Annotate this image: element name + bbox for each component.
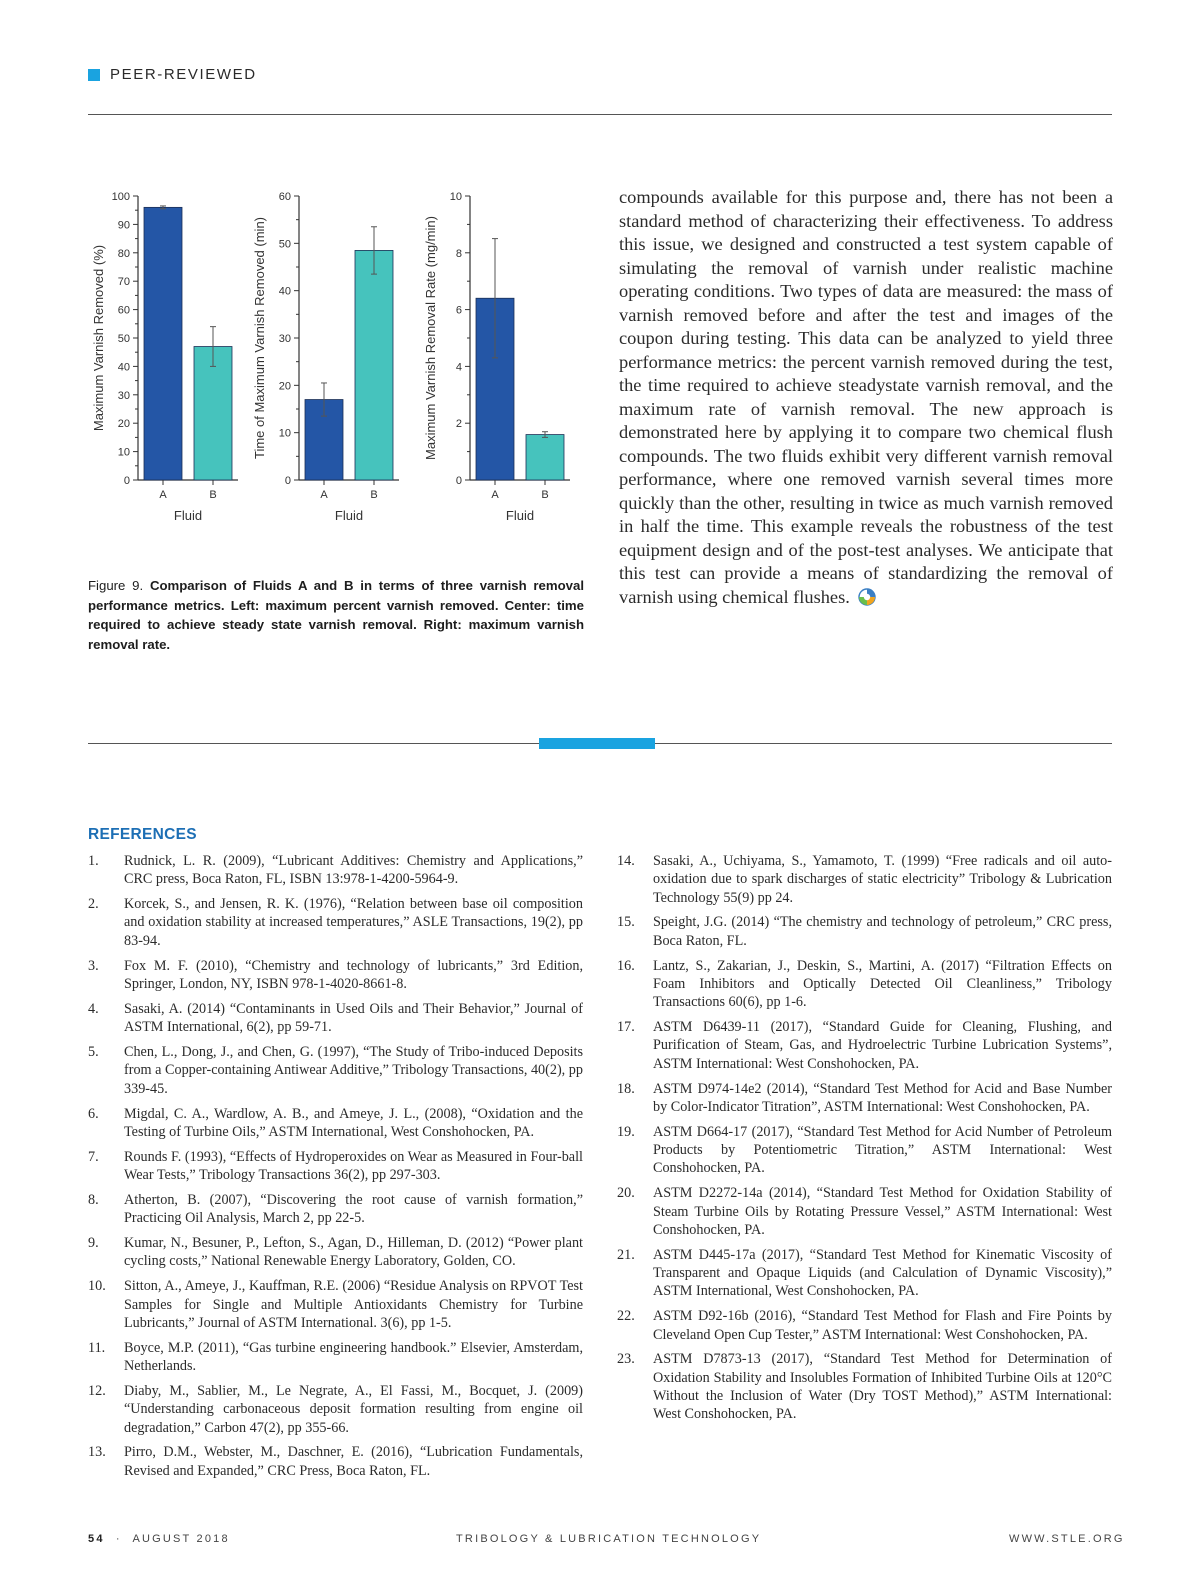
reference-text: Chen, L., Dong, J., and Chen, G. (1997), “The Study of Tribo-induced Deposits from a Copper-containing Antiwear Additive,” Tribology Transactions, 40(2), pp 339-45. bbox=[124, 1044, 583, 1097]
stle-end-mark-icon bbox=[858, 588, 876, 613]
reference-item bbox=[617, 957, 1112, 1012]
reference-text: Korcek, S., and Jensen, R. K. (1976), “Relation between base oil composition and oxidation stability at increased temperatures,” ASLE Transactions, 19(2), pp 83-94. bbox=[124, 896, 583, 949]
y-tick-label: 80 bbox=[117, 247, 130, 260]
reference-number: 10. bbox=[88, 1278, 106, 1295]
x-axis-label: Fluid bbox=[173, 508, 203, 523]
y-tick-label: 6 bbox=[455, 304, 462, 317]
y-tick-label: 8 bbox=[455, 247, 462, 260]
reference-number: 4. bbox=[88, 1000, 99, 1017]
website-link[interactable]: WWW.STLE.ORG bbox=[1009, 1533, 1125, 1545]
figure-9-charts bbox=[88, 186, 588, 546]
reference-text: ASTM D974-14e2 (2014), “Standard Test Method for Acid and Base Number by Color-Indicator Titration”, ASTM International: West Conshohocken, PA. bbox=[653, 1080, 1112, 1115]
reference-number: 18. bbox=[617, 1080, 635, 1097]
chart-panel-2 bbox=[252, 191, 399, 523]
reference-number: 8. bbox=[88, 1191, 99, 1208]
references-right-column bbox=[617, 852, 1112, 1430]
reference-number: 13. bbox=[88, 1444, 106, 1461]
article-body bbox=[619, 186, 1113, 612]
reference-number: 17. bbox=[617, 1019, 635, 1036]
y-tick-label: 20 bbox=[117, 418, 130, 431]
reference-item bbox=[88, 1339, 583, 1376]
reference-number: 12. bbox=[88, 1382, 106, 1399]
bar-b bbox=[526, 435, 564, 480]
reference-text: ASTM D445-17a (2017), “Standard Test Method for Kinematic Viscosity of Transparent and Opaque Liquids (and Calculation of Dynamic Viscosity),” ASTM International, West Conshohocken, PA. bbox=[653, 1246, 1112, 1300]
y-tick-label: 100 bbox=[111, 191, 130, 203]
issue-date: AUGUST 2018 bbox=[132, 1533, 230, 1545]
y-tick-label: 60 bbox=[278, 191, 291, 203]
y-tick-label: 10 bbox=[449, 191, 462, 203]
x-tick-label: B bbox=[370, 489, 378, 501]
reference-text: ASTM D92-16b (2016), “Standard Test Method for Flash and Fire Points by Cleveland Open Cup Tester,” ASTM International: West Conshohocken, PA. bbox=[653, 1308, 1112, 1343]
reference-text: Rudnick, L. R. (2009), “Lubricant Additives: Chemistry and Applications,” CRC press, Boca Raton, FL, ISBN 13:978-1-4200-5964-9. bbox=[124, 853, 583, 888]
y-tick-label: 30 bbox=[117, 389, 130, 402]
figure-9 bbox=[88, 186, 588, 546]
bar-b bbox=[355, 250, 393, 480]
reference-text: Fox M. F. (2010), “Chemistry and technology of lubricants,” 3rd Edition, Springer, London, NY, ISBN 978-1-4020-8661-8. bbox=[124, 957, 583, 992]
header-square-icon bbox=[88, 69, 100, 81]
reference-number: 14. bbox=[617, 853, 635, 869]
y-tick-label: 60 bbox=[117, 304, 130, 317]
reference-number: 2. bbox=[88, 896, 99, 913]
y-tick-label: 10 bbox=[278, 427, 291, 440]
reference-text: Speight, J.G. (2014) “The chemistry and technology of petroleum,” CRC press, Boca Raton, FL. bbox=[653, 914, 1112, 949]
reference-item bbox=[88, 895, 583, 950]
y-tick-label: 10 bbox=[117, 446, 130, 459]
y-tick-label: 70 bbox=[117, 276, 130, 289]
y-tick-label: 40 bbox=[117, 361, 130, 374]
reference-item bbox=[617, 1184, 1112, 1239]
reference-item bbox=[617, 1018, 1112, 1073]
reference-item bbox=[88, 1443, 583, 1480]
reference-number: 15. bbox=[617, 914, 635, 931]
x-tick-label: A bbox=[159, 489, 167, 501]
y-tick-label: 50 bbox=[278, 238, 291, 251]
y-axis-label: Maximum Varnish Removal Rate (mg/min) bbox=[423, 216, 438, 460]
reference-number: 7. bbox=[88, 1148, 99, 1165]
body-paragraph: compounds available for this purpose and, there has not been a standard method of characterizing their effectiveness. To address this issue, we designed and constructed a test system capable of simulating the removal of varnish under realistic machine operating conditions. Two types of data are measured: the mass of varnish removed before and after the test and images of the coupon during testing. This data can be analyzed to yield three performance metrics: the percent varnish removed during the test, the time required to achieve steadystate varnish removal, and the maximum rate of varnish removal. The new approach is demonstrated here by applying it to compare two chemical flush compounds. The two fluids exhibit very different varnish removal performance, where one removed varnish several times more quickly than the other, resulting in twice as much varnish removed in half the time. This example reveals the robustness of the test equipment design and of the post-test analyses. We anticipate that this test can provide a means of standardizing the removal of varnish using chemical flushes. bbox=[619, 187, 1113, 607]
y-tick-label: 2 bbox=[455, 418, 462, 431]
reference-text: Pirro, D.M., Webster, M., Daschner, E. (2016), “Lubrication Fundamentals, Revised and Expanded,” CRC Press, Boca Raton, FL. bbox=[124, 1444, 583, 1479]
footer-separator: · bbox=[115, 1533, 122, 1545]
x-axis-label: Fluid bbox=[505, 508, 535, 523]
reference-text: Atherton, B. (2007), “Discovering the root cause of varnish formation,” Practicing Oil Analysis, March 2, pp 22-5. bbox=[124, 1191, 583, 1227]
x-tick-label: A bbox=[320, 489, 328, 501]
reference-item bbox=[88, 1382, 583, 1437]
y-tick-label: 0 bbox=[123, 475, 130, 487]
divider-accent bbox=[539, 738, 655, 749]
reference-item bbox=[88, 1234, 583, 1271]
reference-text: ASTM D664-17 (2017), “Standard Test Method for Acid Number of Petroleum Products by Potentiometric Titration,” ASTM International: West Conshohocken, PA. bbox=[653, 1123, 1112, 1177]
y-tick-label: 30 bbox=[278, 333, 291, 345]
reference-item bbox=[617, 1307, 1112, 1344]
chart-panel-1 bbox=[91, 191, 238, 523]
chart-panel-3 bbox=[423, 191, 570, 523]
reference-number: 5. bbox=[88, 1044, 99, 1061]
x-tick-label: B bbox=[541, 489, 549, 501]
reference-text: Diaby, M., Sablier, M., Le Negrate, A., El Fassi, M., Bocquet, J. (2009) “Understanding carbonaceous deposit formation resulting from engine oil degradation,” Carbon 47(2), pp 355-66. bbox=[124, 1382, 583, 1436]
reference-number: 20. bbox=[617, 1185, 635, 1202]
top-divider bbox=[88, 114, 1112, 115]
reference-item bbox=[88, 957, 583, 994]
y-tick-label: 20 bbox=[278, 380, 291, 393]
reference-text: Sasaki, A. (2014) “Contaminants in Used Oils and Their Behavior,” Journal of ASTM International, 6(2), pp 59-71. bbox=[124, 1000, 583, 1036]
reference-item bbox=[88, 1277, 583, 1332]
y-tick-label: 4 bbox=[455, 361, 462, 374]
reference-text: ASTM D2272-14a (2014), “Standard Test Method for Oxidation Stability of Steam Turbine Oils by Rotating Pressure Vessel,” ASTM International: West Conshohocken, PA. bbox=[653, 1185, 1112, 1238]
reference-item bbox=[88, 1105, 583, 1142]
reference-item bbox=[88, 1043, 583, 1098]
reference-number: 23. bbox=[617, 1351, 635, 1368]
reference-item bbox=[88, 1191, 583, 1228]
reference-text: ASTM D6439-11 (2017), “Standard Guide for Cleaning, Flushing, and Purification of Steam, Gas, and Hydroelectric Turbine Lubrication Systems”, ASTM International: West Conshohocken, PA. bbox=[653, 1019, 1112, 1072]
reference-item bbox=[617, 852, 1112, 907]
page-number: 54 bbox=[88, 1533, 105, 1545]
reference-number: 3. bbox=[88, 957, 99, 974]
reference-text: Sasaki, A., Uchiyama, S., Yamamoto, T. (1999) “Free radicals and oil auto-oxidation due to spark discharges of static electricity” Tribology & Lubrication Technology 55(9) pp 24. bbox=[653, 853, 1112, 906]
reference-item bbox=[88, 852, 583, 889]
reference-text: Sitton, A., Ameye, J., Kauffman, R.E. (2006) “Residue Analysis on RPVOT Test Samples for Single and Multiple Antioxidants Chemistry for Turbine Lubricants,” Journal of ASTM International. 3(6), pp 1-5. bbox=[124, 1278, 583, 1331]
reference-number: 1. bbox=[88, 853, 99, 869]
y-tick-label: 90 bbox=[117, 219, 130, 232]
y-tick-label: 50 bbox=[117, 333, 130, 345]
reference-number: 21. bbox=[617, 1246, 635, 1263]
reference-item bbox=[88, 1148, 583, 1185]
y-axis-label: Maximum Varnish Removed (%) bbox=[91, 244, 106, 432]
y-tick-label: 40 bbox=[278, 285, 291, 298]
references-left-column bbox=[88, 852, 583, 1487]
y-axis-label: Time of Maximum Varnish Removed (min) bbox=[252, 217, 267, 459]
reference-number: 9. bbox=[88, 1235, 99, 1252]
reference-text: ASTM D7873-13 (2017), “Standard Test Method for Determination of Oxidation Stability and Insolubles Formation of Inhibited Turbine Oils at 120°C Without the Inclusion of Water (Dry TOST Method),” ASTM International: West Conshohocken, PA. bbox=[653, 1351, 1112, 1423]
reference-item bbox=[617, 1246, 1112, 1301]
reference-number: 16. bbox=[617, 957, 635, 974]
reference-item bbox=[617, 913, 1112, 950]
caption-text: Comparison of Fluids A and B in terms of three varnish removal performance metrics. Left: maximum percent varnish removed. Center: time required to achieve steady state varnish removal. Right: maximum varnish removal rate. bbox=[88, 578, 584, 652]
section-header bbox=[88, 66, 257, 83]
references-title: REFERENCES bbox=[88, 826, 197, 843]
reference-text: Boyce, M.P. (2011), “Gas turbine engineering handbook.” Elsevier, Amsterdam, Netherlands. bbox=[124, 1339, 583, 1375]
reference-number: 22. bbox=[617, 1308, 635, 1325]
reference-text: Lantz, S., Zakarian, J., Deskin, S., Martini, A. (2017) “Filtration Effects on Foam Inhibitors and Optically Detected Oil Cleanliness,” Tribology Transactions 60(6), pp 1-6. bbox=[653, 957, 1112, 1011]
header-label: PEER-REVIEWED bbox=[110, 66, 257, 83]
reference-text: Migdal, C. A., Wardlow, A. B., and Ameye, J. L., (2008), “Oxidation and the Testing of Turbine Oils,” ASTM International, West Conshohocken, PA. bbox=[124, 1105, 583, 1140]
reference-text: Rounds F. (1993), “Effects of Hydroperoxides on Wear as Measured in Four-ball Wear Tests,” Tribology Transactions 36(2), pp 297-303. bbox=[124, 1148, 583, 1184]
bar-a bbox=[144, 207, 182, 480]
x-axis-label: Fluid bbox=[334, 508, 364, 523]
figure-caption bbox=[88, 576, 584, 654]
footer-page-info bbox=[88, 1533, 230, 1545]
x-tick-label: B bbox=[209, 489, 217, 501]
y-tick-label: 0 bbox=[455, 475, 462, 487]
publication-name: TRIBOLOGY & LUBRICATION TECHNOLOGY bbox=[456, 1533, 762, 1545]
reference-item bbox=[617, 1080, 1112, 1117]
reference-number: 6. bbox=[88, 1105, 99, 1122]
reference-item bbox=[88, 1000, 583, 1037]
reference-text: Kumar, N., Besuner, P., Lefton, S., Agan, D., Hilleman, D. (2012) “Power plant cycling costs,” National Renewable Energy Laboratory, Golden, CO. bbox=[124, 1235, 583, 1270]
x-tick-label: A bbox=[491, 489, 499, 501]
reference-item bbox=[617, 1123, 1112, 1178]
reference-number: 19. bbox=[617, 1123, 635, 1140]
reference-number: 11. bbox=[88, 1339, 106, 1356]
caption-label: Figure 9. bbox=[88, 578, 144, 593]
reference-item bbox=[617, 1350, 1112, 1423]
y-tick-label: 0 bbox=[284, 475, 291, 487]
